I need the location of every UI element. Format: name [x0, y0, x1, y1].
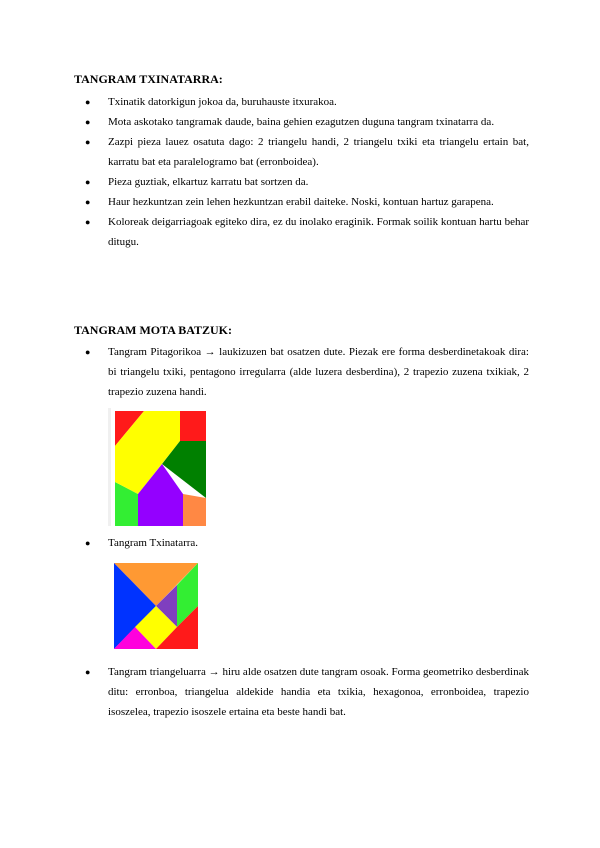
- tangram-txinatarra-image: [114, 563, 198, 649]
- bullet-text: Zazpi pieza lauez osatuta dago: 2 triangelu handi, 2 triangelu txiki eta triangelu ertain bat, karratu bat eta paralelogramo bat (erronboidea).: [108, 136, 529, 168]
- list-item: [74, 172, 529, 192]
- list-item: [74, 92, 529, 112]
- list-item: [74, 212, 529, 252]
- list-item: [74, 132, 529, 172]
- bullet-text: Txinatik datorkigun jokoa da, buruhauste itxurakoa.: [108, 96, 337, 108]
- list-item: [74, 533, 529, 553]
- bullet-icon: ●: [85, 137, 91, 147]
- bullet-icon: ●: [85, 117, 91, 127]
- list-item: [74, 112, 529, 132]
- bullet-icon: ●: [85, 177, 91, 187]
- list-item: [74, 192, 529, 212]
- bullet-text: Tangram Txinatarra.: [108, 537, 199, 549]
- section-heading-motak: TANGRAM MOTA BATZUK:: [74, 323, 232, 337]
- bullet-icon: ●: [85, 538, 91, 548]
- txinatarra-bullet-list: [74, 92, 529, 252]
- tangram-pitagorikoa-image: [108, 408, 206, 526]
- bullet-text: Pieza guztiak, elkartuz karratu bat sortzen da.: [108, 176, 309, 188]
- triangeluarra-bullet-list: [74, 662, 529, 722]
- pitagorikoa-bullet-list: [74, 342, 529, 402]
- section-heading-txinatarra: TANGRAM TXINATARRA:: [74, 72, 223, 86]
- bullet-icon: ●: [85, 217, 91, 227]
- bullet-icon: ●: [85, 97, 91, 107]
- txinatarra2-bullet-list: [74, 533, 529, 553]
- bullet-text: Haur hezkuntzan zein lehen hezkuntzan erabil daiteke. Noski, kontuan hartuz garapena.: [108, 196, 494, 208]
- bullet-icon: ●: [85, 667, 91, 677]
- bullet-text: Mota askotako tangramak daude, baina gehien ezagutzen duguna tangram txinatarra da.: [108, 116, 495, 128]
- bullet-text: Tangram triangeluarra → hiru alde osatzen dute tangram osoak. Forma geometriko desberdinak ditu: erronboa, triangelua aldekide handia eta txikia, hexagonoa, erronboidea, trapezio isoszelea, trapezio isoszele ertaina eta beste handi bat.: [108, 666, 529, 718]
- bullet-icon: ●: [85, 347, 91, 357]
- bullet-text: Koloreak deigarriagoak egiteko dira, ez du inolako eraginik. Formak soilik kontuan hartu behar ditugu.: [108, 216, 529, 248]
- bullet-text: Tangram Pitagorikoa → laukizuzen bat osatzen dute. Piezak ere forma desberdinetakoak dira: bi triangelu txiki, pentagono irregularra (alde luzera desberdina), 2 trapezio zuzena txikiak, 2 trapezio zuzena handi.: [108, 346, 529, 398]
- list-item: [74, 342, 529, 402]
- orange-triangle: [183, 494, 206, 526]
- list-item: [74, 662, 529, 722]
- bullet-icon: ●: [85, 197, 91, 207]
